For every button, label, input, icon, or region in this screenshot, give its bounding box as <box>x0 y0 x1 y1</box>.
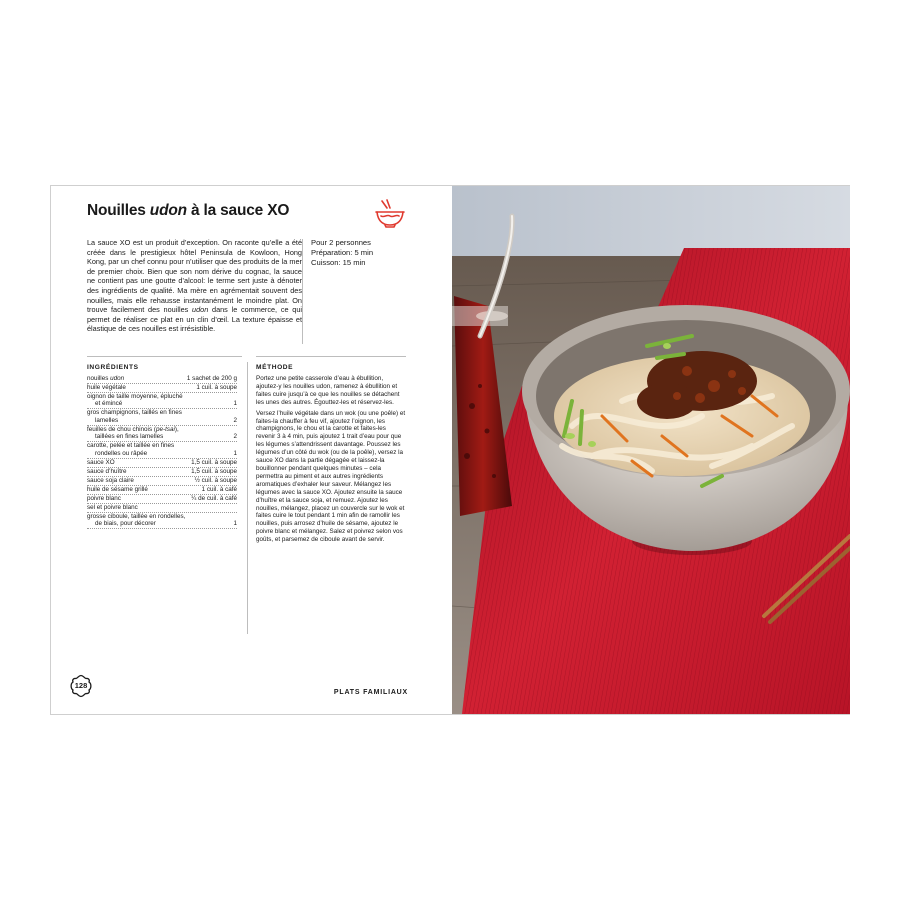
page-number: 128 <box>74 681 88 690</box>
divider <box>302 239 303 344</box>
recipe-intro: La sauce XO est un produit d’exception. On raconte qu’elle a été créée dans le prestigieux hôtel Peninsula de Kowloon, Hong Kong, par un chef connu pour n’utiliser que des produits de la mer de premier choix. Bien que son nom dérive du cognac, la sauce ne contient pas une goutte d’alcool: le terme sert juste à dénoter des ingrédients de qualité. Ma mère en agrémentait souvent des nouilles, mais elle rehausse instantanément le moindre plat. On trouve facilement des nouilles udon dans le commerce, ce qui permet de réaliser ce plat en un clin d’œil. La texture épaisse et élastique de ces nouilles est irrésistible. <box>87 238 303 334</box>
book-spread <box>50 185 850 715</box>
ingredient-row: sauce soja claire ½ cuil. à soupe <box>87 476 237 484</box>
ingredient-row: sauce XO 1,5 cuil. à soupe <box>87 458 237 466</box>
ingredient-row: huile végétale 1 cuil. à soupe <box>87 384 237 391</box>
recipe-title-emphasis: udon <box>149 202 187 219</box>
bowl-icon <box>372 199 408 229</box>
ingredient-row: nouilles udon 1 sachet de 200 g <box>87 375 237 382</box>
method-step: Versez l’huile végétale dans un wok (ou une poêle) et faites-la chauffer à feu vif, ajoutez l’oignon, les champignons, le chou et la carotte et faites-les revenir 3 à 4 min, puis ajoutez 1 trait d’eau pour que les légumes s’attendrissent davantage. Poussez les légumes d’un côté du wok (ou de la poêle), versez la sauce XO dans la partie dégagée et laissez-la bouillonner pendant quelques minutes – cela permettra au piment et aux autres ingrédients aromatiques d’exhaler leur saveur. Mélangez les légumes avec la sauce XO. Ajoutez ensuite la sauce d’huître et la sauce soja, et remuez. Ajoutez les nouilles, mélangez, placez un couvercle sur le wok et faites cuire le tout pendant 1 min afin de ramollir les nouilles, puis arrosez d’huile de sésame, ajoutez le poivre blanc et mélangez. Salez et poivrez selon vos goûts, et parsemez de ciboule avant de servir. <box>256 409 406 544</box>
dish-photo <box>452 186 850 714</box>
prep-time: Préparation: 5 min <box>311 248 374 257</box>
method-heading: MÉTHODE <box>256 364 294 371</box>
ingredients-list <box>87 375 237 529</box>
ingredient-row: carotte, pelée et taillée en fines rondelles ou râpée 1 <box>87 442 237 457</box>
cook-time: Cuisson: 15 min <box>311 258 366 267</box>
recipe-title: Nouilles udon à la sauce XO <box>87 202 290 219</box>
ingredient-row: sel et poivre blanc <box>87 504 237 513</box>
recipe-meta <box>311 238 373 268</box>
method-step: Portez une petite casserole d’eau à ébullition, ajoutez-y les nouilles udon, ramenez à ébullition et faites cuire jusqu’à ce que les nouilles se détachent les unes des autres. Égouttez-les et réservez-les. <box>256 375 400 406</box>
ingredient-row: grosse ciboule, taillée en rondelles, de biais, pour décorer 1 <box>87 512 237 528</box>
dish-photo-illustration <box>452 186 850 714</box>
ingredient-row: huile de sésame grillé 1 cuil. à café <box>87 485 237 493</box>
method-text <box>256 375 406 547</box>
recipe-page <box>51 186 451 714</box>
chapter-title: PLATS FAMILIAUX <box>333 689 408 696</box>
divider <box>256 356 406 357</box>
ingredient-row: sauce d’huître 1,5 cuil. à soupe <box>87 467 237 475</box>
ingredient-row: gros champignons, taillés en fines lamelles 2 <box>87 409 237 424</box>
divider <box>247 362 248 634</box>
servings: Pour 2 personnes <box>311 238 371 247</box>
ingredients-heading: INGRÉDIENTS <box>87 364 139 371</box>
ingredient-row: feuilles de chou chinois (pe-tsai), taillées en fines lamelles 2 <box>87 425 237 441</box>
ingredient-row: poivre blanc ¼ de cuil. à café <box>87 494 237 502</box>
ingredient-row: oignon de taille moyenne, épluché et émincé 1 <box>87 393 237 408</box>
divider <box>87 356 242 357</box>
